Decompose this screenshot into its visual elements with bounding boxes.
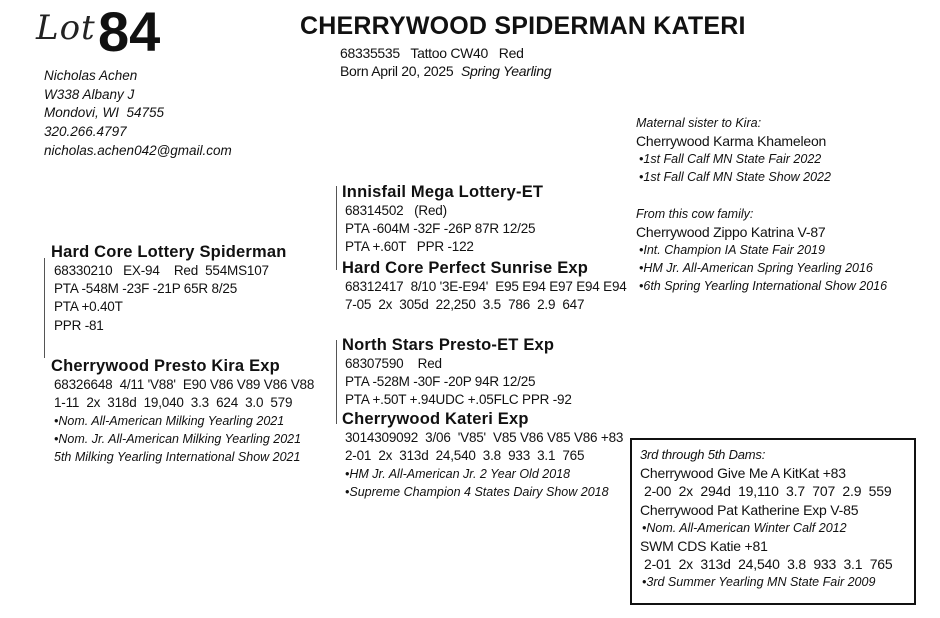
- sire-ppr: PPR -81: [54, 317, 104, 333]
- dam-dam-award: •HM Jr. All-American Jr. 2 Year Old 2018: [345, 467, 571, 482]
- sire-sire-block: [342, 182, 543, 257]
- cow-family-award: •HM Jr. All-American Spring Yearling 2016: [639, 261, 873, 276]
- dam-block: [51, 356, 314, 466]
- sire-block: [51, 242, 287, 335]
- maternal-sister-name: Cherrywood Karma Khameleon: [636, 133, 827, 149]
- sire-name: Hard Core Lottery Spiderman: [51, 243, 287, 261]
- dam-sire-bracket: [336, 340, 337, 424]
- fourth-dam-award: •Nom. All-American Winter Calf 2012: [642, 520, 847, 535]
- maternal-sister-award: •1st Fall Calf MN State Show 2022: [639, 170, 831, 185]
- sire-registration: 68330210 EX-94 Red 554MS107: [54, 263, 269, 278]
- subject-birth: [340, 62, 551, 80]
- sire-sire-bracket: [336, 186, 337, 270]
- maternal-sister-block: [636, 114, 831, 186]
- sire-dam-classification: 68312417 8/10 '3E-E94' E95 E94 E97 E94 E94: [345, 279, 627, 294]
- fifth-dam-award: •3rd Summer Yearling MN State Fair 2009: [642, 575, 876, 590]
- maternal-sister-award: •1st Fall Calf MN State Fair 2022: [639, 152, 822, 167]
- sire-pta-type: PTA +0.40T: [54, 299, 123, 315]
- dam-classification: 68326648 4/11 'V88' E90 V86 V89 V86 V88: [54, 377, 315, 392]
- sire-dam-name: Hard Core Perfect Sunrise Exp: [342, 259, 589, 277]
- fifth-dam-production: 2-01 2x 313d 24,540 3.8 933 3.1 765: [644, 556, 893, 573]
- sire-dam-production: 7-05 2x 305d 22,250 3.5 786 2.9 647: [345, 297, 585, 313]
- third-dam-production: 2-00 2x 294d 19,110 3.7 707 2.9 559: [644, 483, 892, 500]
- dam-dam-block: [342, 409, 623, 501]
- dam-dam-production: 2-01 2x 313d 24,540 3.8 933 3.1 765: [345, 448, 585, 464]
- consignor-name: Nicholas Achen: [44, 68, 138, 83]
- animal-title: CHERRYWOOD SPIDERMAN KATERI: [300, 12, 746, 40]
- cow-family-name: Cherrywood Zippo Katrina V-87: [636, 224, 826, 240]
- subject-registration: 68335535 Tattoo CW40 Red: [340, 45, 524, 61]
- lot-label: Lot: [36, 8, 96, 48]
- cow-family-heading: From this cow family:: [636, 207, 754, 221]
- fifth-dam-name: SWM CDS Katie +81: [640, 537, 768, 554]
- consignor-block: [44, 67, 232, 161]
- third-dam-name: Cherrywood Give Me A KitKat +83: [640, 465, 846, 482]
- dams-box-heading: 3rd through 5th Dams:: [640, 447, 766, 462]
- dam-sire-pta-type: PTA +.50T +.94UDC +.05FLC PPR -92: [345, 392, 572, 408]
- lot-number: 84: [98, 0, 161, 63]
- sire-sire-registration: 68314502 (Red): [345, 203, 447, 218]
- dam-sire-block: [342, 335, 572, 410]
- third-to-fifth-dams-box: [630, 438, 916, 605]
- birth-date: Born April 20, 2025: [340, 63, 454, 79]
- dam-award: •Nom. Jr. All-American Milking Yearling 2021: [54, 432, 302, 447]
- consignor-email: nicholas.achen042@gmail.com: [44, 142, 232, 158]
- sire-sire-name: Innisfail Mega Lottery-ET: [342, 183, 544, 201]
- dam-dam-award: •Supreme Champion 4 States Dairy Show 2018: [345, 485, 609, 500]
- consignor-address-line-1: W338 Albany J: [44, 86, 135, 102]
- cow-family-award: •6th Spring Yearling International Show 2016: [639, 279, 888, 294]
- fourth-dam-name: Cherrywood Pat Katherine Exp V-85: [640, 501, 859, 518]
- dam-dam-classification: 3014309092 3/06 'V85' V85 V86 V85 V86 +83: [345, 430, 624, 445]
- dam-sire-registration: 68307590 Red: [345, 356, 442, 371]
- sire-sire-pta-type: PTA +.60T PPR -122: [345, 239, 474, 255]
- dam-sire-name: North Stars Presto-ET Exp: [342, 336, 555, 354]
- dam-production: 1-11 2x 318d 19,040 3.3 624 3.0 579: [54, 395, 293, 411]
- dam-sire-pta: PTA -528M -30F -20P 94R 12/25: [345, 374, 536, 390]
- maternal-sister-heading: Maternal sister to Kira:: [636, 116, 762, 130]
- dam-dam-name: Cherrywood Kateri Exp: [342, 410, 529, 428]
- sire-dam-block: [342, 258, 627, 314]
- sire-bracket: [44, 258, 45, 358]
- cow-family-block: [636, 205, 887, 295]
- dam-name: Cherrywood Presto Kira Exp: [51, 357, 280, 375]
- dam-award: 5th Milking Yearling International Show 2021: [54, 450, 301, 465]
- consignor-address-line-2: Mondovi, WI 54755: [44, 105, 165, 121]
- dam-award: •Nom. All-American Milking Yearling 2021: [54, 414, 285, 429]
- sire-pta: PTA -548M -23F -21P 65R 8/25: [54, 281, 237, 297]
- cow-family-award: •Int. Champion IA State Fair 2019: [639, 243, 825, 258]
- consignor-phone: 320.266.4797: [44, 124, 127, 140]
- show-class: Spring Yearling: [460, 63, 552, 79]
- sire-sire-pta: PTA -604M -32F -26P 87R 12/25: [345, 221, 536, 237]
